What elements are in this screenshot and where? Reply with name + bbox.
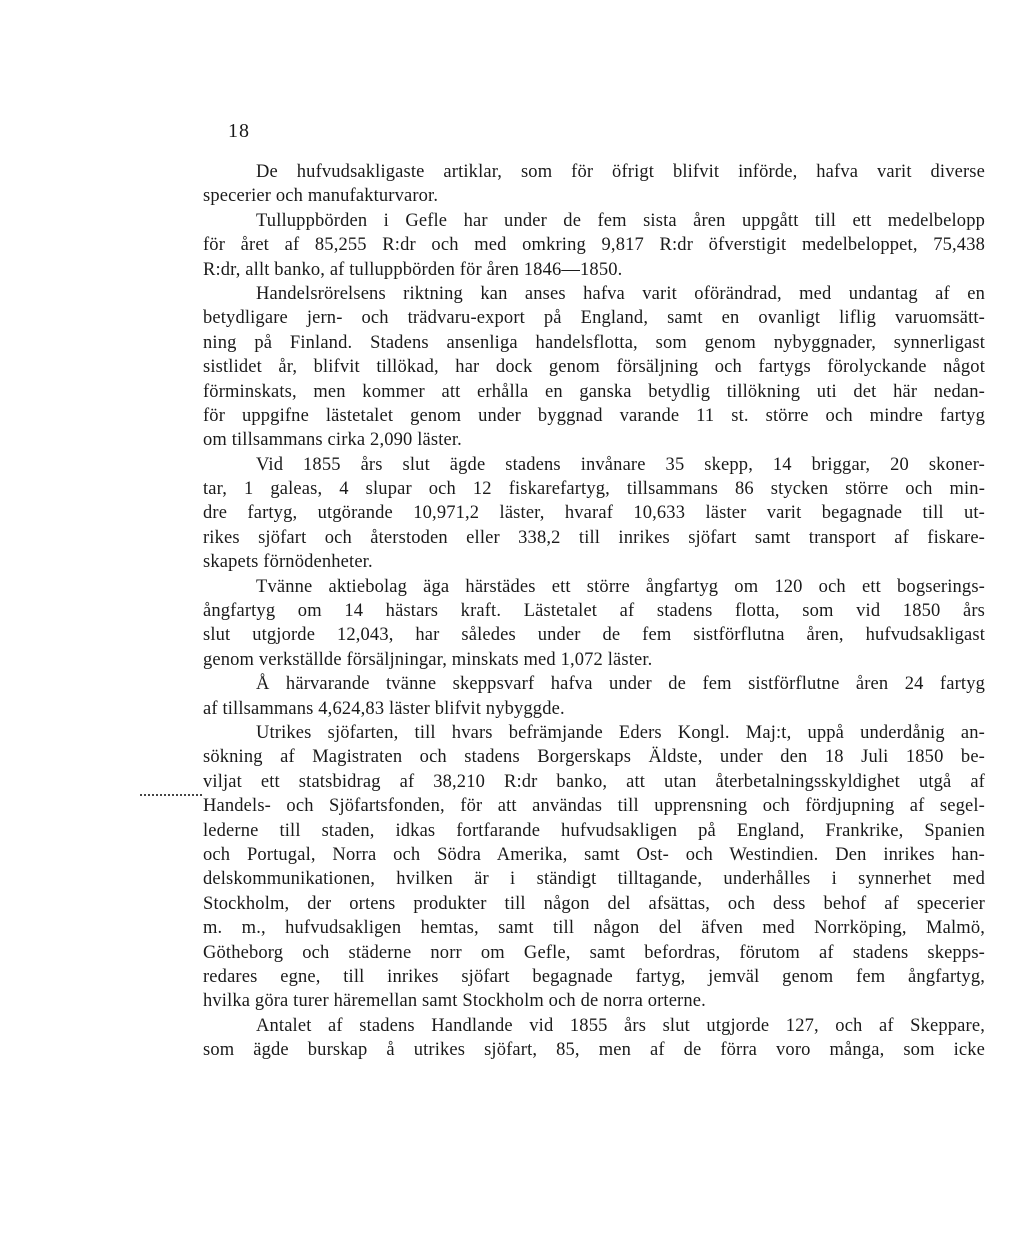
text-line: för året af 85,255 R:dr och med omkring 9,817 R:dr öfverstigit medelbeloppet, 75,438 [203, 235, 985, 256]
text-line: viljat ett statsbidrag af 38,210 R:dr banko, att utan återbetalningsskyldighet utgå af [203, 771, 985, 792]
text-line: Tvänne aktiebolag äga härstädes ett större ångfartyg om 120 och ett bogserings- [256, 576, 985, 597]
text-line: Tulluppbörden i Gefle har under de fem sista åren uppgått till ett medelbelopp [256, 210, 985, 231]
text-line: sistlidet år, blifvit tillökad, har dock genom försäljning och fartygs förolyckande något [203, 357, 985, 378]
text-line: dre fartyg, utgörande 10,971,2 läster, hvaraf 10,633 läster varit begagnade till ut- [203, 503, 985, 524]
text-line: ångfartyg om 14 hästars kraft. Lästetalet af stadens flotta, som vid 1850 års [203, 601, 985, 622]
text-line: hvilka göra turer häremellan samt Stockholm och de norra orterne. [203, 991, 706, 1012]
text-line: Handels- och Sjöfartsfonden, för att användas till upprensning och fördjupning af segel- [203, 796, 985, 817]
text-line: lederne till staden, idkas fortfarande hufvudsakligen på England, Frankrike, Spanien [203, 820, 985, 841]
text-line: af tillsammans 4,624,83 läster blifvit nybyggde. [203, 698, 565, 719]
text-line: slut utgjorde 12,043, har således under de fem sistförflutna åren, hufvudsakligast [203, 625, 985, 646]
text-line: sökning af Magistraten och stadens Borgerskaps Äldste, under den 18 Juli 1850 be- [203, 747, 985, 768]
page-number: 18 [228, 120, 250, 142]
text-line: rikes sjöfart och återstoden eller 338,2 till inrikes sjöfart samt transport af fiskare- [203, 527, 985, 548]
text-line: Utrikes sjöfarten, till hvars befrämjande Eders Kongl. Maj:t, uppå underdånig an- [256, 722, 985, 743]
text-line: och Portugal, Norra och Södra Amerika, samt Ost- och Westindien. Den inrikes han- [203, 844, 985, 865]
text-line: Stockholm, der ortens produkter till någon del afsättas, och dess behof af specerier [203, 893, 985, 914]
text-line: betydligare jern- och trädvaru-export på England, samt en ovanligt liflig varuomsätt- [203, 308, 985, 329]
text-line: redares egne, till inrikes sjöfart begagnade fartyg, jemväl genom fem ångfartyg, [203, 966, 985, 987]
text-line: skapets förnödenheter. [203, 552, 373, 573]
text-line: De hufvudsakligaste artiklar, som för öfrigt blifvit införde, hafva varit diverse [256, 162, 985, 182]
text-line: tar, 1 galeas, 4 slupar och 12 fiskarefartyg, tillsammans 86 stycken större och min- [203, 479, 985, 500]
text-line: R:dr, allt banko, af tulluppbörden för åren 1846—1850. [203, 259, 623, 280]
text-line: som ägde burskap å utrikes sjöfart, 85, men af de förra voro många, som icke [203, 1040, 985, 1061]
text-line: förminskats, men kommer att erhålla en ganska betydlig tillökning uti det här nedan- [203, 381, 985, 402]
text-line: Götheborg och städerne norr om Gefle, samt befordras, förutom af stadens skepps- [203, 942, 985, 963]
text-line: Antalet af stadens Handlande vid 1855 års slut utgjorde 127, och af Skeppare, [256, 1015, 985, 1036]
text-line: Handelsrörelsens riktning kan anses hafva varit oförändrad, med undantag af en [256, 283, 985, 304]
page-body [203, 160, 985, 1062]
text-line: delskommunikationen, hvilken är i ständigt tilltagande, underhålles i synnerhet med [203, 869, 985, 890]
text-line: Vid 1855 års slut ägde stadens invånare 35 skepp, 14 briggar, 20 skoner- [256, 454, 985, 475]
text-line: specerier och manufakturvaror. [203, 186, 439, 207]
text-line: om tillsammans cirka 2,090 läster. [203, 430, 462, 451]
text-line: genom verkställde försäljningar, minskats med 1,072 läster. [203, 649, 653, 670]
text-line: ning på Finland. Stadens ansenliga handelsflotta, som genom nybyggnader, synnerligast [203, 332, 985, 353]
text-line: för uppgifne lästetalet genom under byggnad varande 11 st. större och mindre fartyg [203, 405, 985, 426]
margin-dotted-line [140, 794, 202, 796]
text-line: m. m., hufvudsakligen hemtas, samt till någon del äfven med Norrköping, Malmö, [203, 918, 985, 939]
text-line: Å härvarande tvänne skeppsvarf hafva under de fem sistförflutne åren 24 fartyg [256, 674, 985, 695]
